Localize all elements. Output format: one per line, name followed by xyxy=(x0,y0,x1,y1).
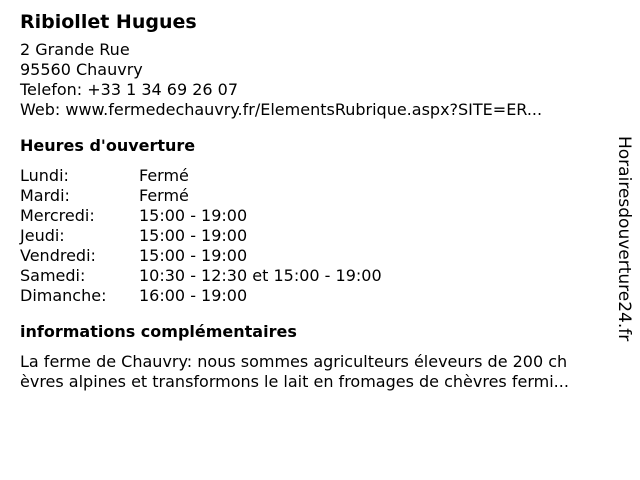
hours-row-sunday xyxy=(20,286,618,306)
site-watermark: Horairesdouverture24.fr xyxy=(614,136,634,342)
time-value: 15:00 - 19:00 xyxy=(139,246,248,265)
day-label: Vendredi: xyxy=(20,246,96,265)
day-label: Lundi: xyxy=(20,166,69,185)
hours-row-thursday xyxy=(20,226,618,246)
day-label: Samedi: xyxy=(20,266,86,285)
day-label: Jeudi: xyxy=(20,226,65,245)
description-line-1: La ferme de Chauvry: nous sommes agriculteurs éleveurs de 200 ch xyxy=(20,352,568,371)
time-value: 15:00 - 19:00 xyxy=(139,226,248,245)
opening-hours-heading: Heures d'ouverture xyxy=(20,136,196,155)
hours-row-friday xyxy=(20,246,618,266)
time-value: 15:00 - 19:00 xyxy=(139,206,248,225)
day-label: Mardi: xyxy=(20,186,70,205)
hours-row-monday xyxy=(20,166,618,186)
address-street: 2 Grande Rue xyxy=(20,40,130,59)
phone-number: Telefon: +33 1 34 69 26 07 xyxy=(20,80,239,99)
time-value: 10:30 - 12:30 et 15:00 - 19:00 xyxy=(139,266,382,285)
hours-row-tuesday xyxy=(20,186,618,206)
time-value: 16:00 - 19:00 xyxy=(139,286,248,305)
additional-info-heading: informations complémentaires xyxy=(20,322,297,341)
address-city: 95560 Chauvry xyxy=(20,60,143,79)
website-link[interactable]: Web: www.fermedechauvry.fr/ElementsRubrique.aspx?SITE=ER... xyxy=(20,100,543,119)
day-label: Mercredi: xyxy=(20,206,95,225)
opening-hours-table xyxy=(20,166,618,306)
business-card xyxy=(20,10,618,392)
hours-row-saturday xyxy=(20,266,618,286)
hours-row-wednesday xyxy=(20,206,618,226)
time-value: Fermé xyxy=(139,166,189,185)
business-name: Ribiollet Hugues xyxy=(20,11,197,33)
description-line-2: èvres alpines et transformons le lait en fromages de chèvres fermi... xyxy=(20,372,569,391)
time-value: Fermé xyxy=(139,186,189,205)
day-label: Dimanche: xyxy=(20,286,107,305)
